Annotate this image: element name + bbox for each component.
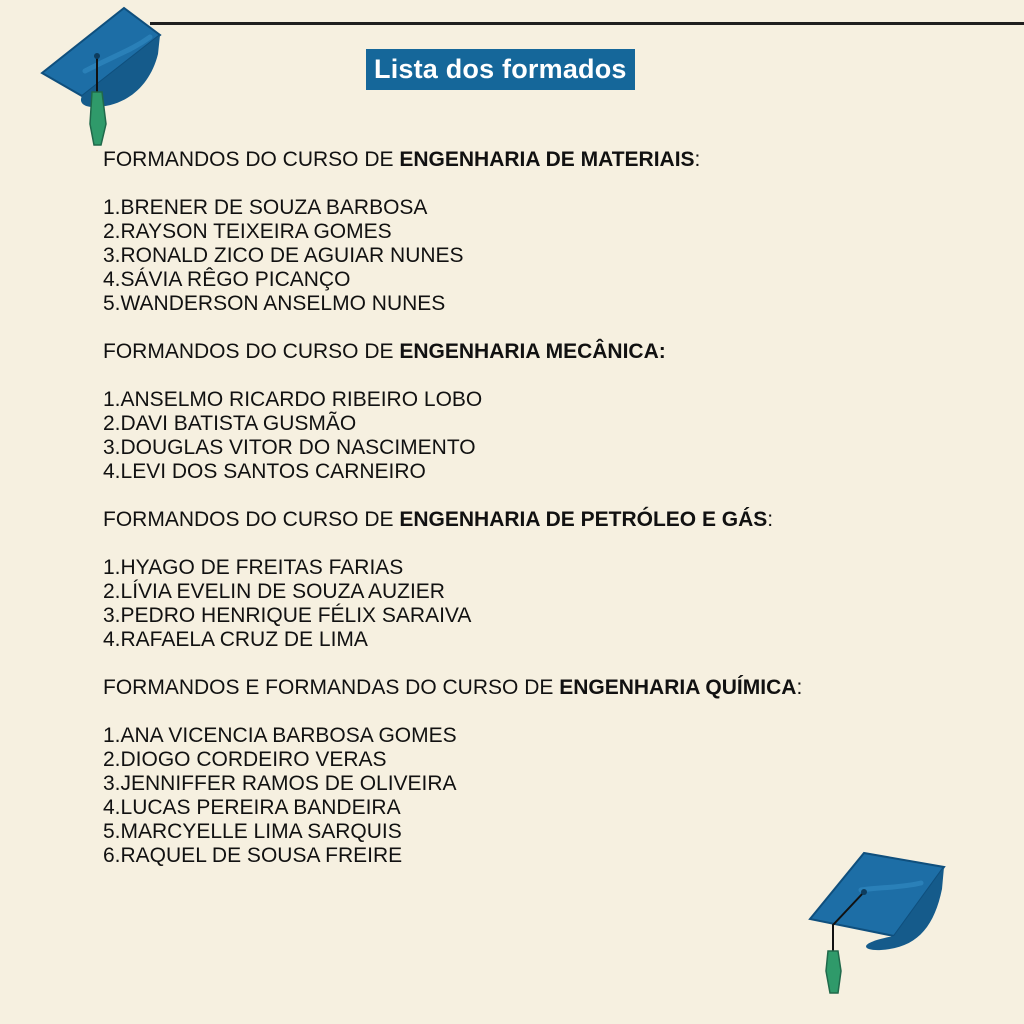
list-item: 1.BRENER DE SOUZA BARBOSA <box>103 196 428 219</box>
materials-engineering-heading <box>103 148 963 172</box>
section-course-name: ENGENHARIA MECÂNICA: <box>399 340 666 363</box>
top-divider-line <box>150 22 1024 25</box>
list-item: 3.JENNIFFER RAMOS DE OLIVEIRA <box>103 772 457 795</box>
section-heading-suffix: : <box>767 508 774 531</box>
list-item: 4.LEVI DOS SANTOS CARNEIRO <box>103 460 426 483</box>
section-heading-suffix: : <box>694 148 701 171</box>
page-title-banner <box>366 49 635 90</box>
graduates-list-content <box>103 148 963 892</box>
list-item: 5.MARCYELLE LIMA SARQUIS <box>103 820 402 843</box>
petroleum-engineering-heading <box>103 508 963 532</box>
list-item: 2.RAYSON TEIXEIRA GOMES <box>103 220 392 243</box>
list-item: 2.DIOGO CORDEIRO VERAS <box>103 748 387 771</box>
section-heading-suffix: : <box>796 676 803 699</box>
petroleum-engineering-list <box>103 556 963 652</box>
petroleum-engineering-section <box>103 508 963 652</box>
list-item: 1.ANSELMO RICARDO RIBEIRO LOBO <box>103 388 483 411</box>
page-title: Lista dos formados <box>374 54 627 84</box>
list-item: 2.LÍVIA EVELIN DE SOUZA AUZIER <box>103 580 445 603</box>
section-course-name: ENGENHARIA QUÍMICA <box>559 676 797 699</box>
list-item: 1.ANA VICENCIA BARBOSA GOMES <box>103 724 457 747</box>
chemical-engineering-heading <box>103 676 963 700</box>
mechanical-engineering-list <box>103 388 963 484</box>
section-heading-prefix: FORMANDOS DO CURSO DE <box>103 508 400 531</box>
chemical-engineering-list <box>103 724 963 868</box>
graduation-cap-icon <box>38 4 164 149</box>
list-item: 4.LUCAS PEREIRA BANDEIRA <box>103 796 401 819</box>
mechanical-engineering-section <box>103 340 963 484</box>
list-item: 6.RAQUEL DE SOUSA FREIRE <box>103 844 403 867</box>
list-item: 5.WANDERSON ANSELMO NUNES <box>103 292 446 315</box>
mechanical-engineering-heading <box>103 340 963 364</box>
list-item: 3.DOUGLAS VITOR DO NASCIMENTO <box>103 436 476 459</box>
list-item: 3.RONALD ZICO DE AGUIAR NUNES <box>103 244 464 267</box>
materials-engineering-list <box>103 196 963 316</box>
list-item: 1.HYAGO DE FREITAS FARIAS <box>103 556 404 579</box>
materials-engineering-section <box>103 148 963 316</box>
section-heading-prefix: FORMANDOS E FORMANDAS DO CURSO DE <box>103 676 560 699</box>
section-course-name: ENGENHARIA DE PETRÓLEO E GÁS <box>399 508 768 531</box>
graduation-cap-icon <box>808 850 948 995</box>
chemical-engineering-section <box>103 676 963 868</box>
section-heading-prefix: FORMANDOS DO CURSO DE <box>103 340 400 363</box>
list-item: 3.PEDRO HENRIQUE FÉLIX SARAIVA <box>103 604 472 627</box>
list-item: 4.SÁVIA RÊGO PICANÇO <box>103 268 351 291</box>
list-item: 4.RAFAELA CRUZ DE LIMA <box>103 628 368 651</box>
list-item: 2.DAVI BATISTA GUSMÃO <box>103 412 357 435</box>
section-heading-prefix: FORMANDOS DO CURSO DE <box>103 148 400 171</box>
section-course-name: ENGENHARIA DE MATERIAIS <box>399 148 695 171</box>
